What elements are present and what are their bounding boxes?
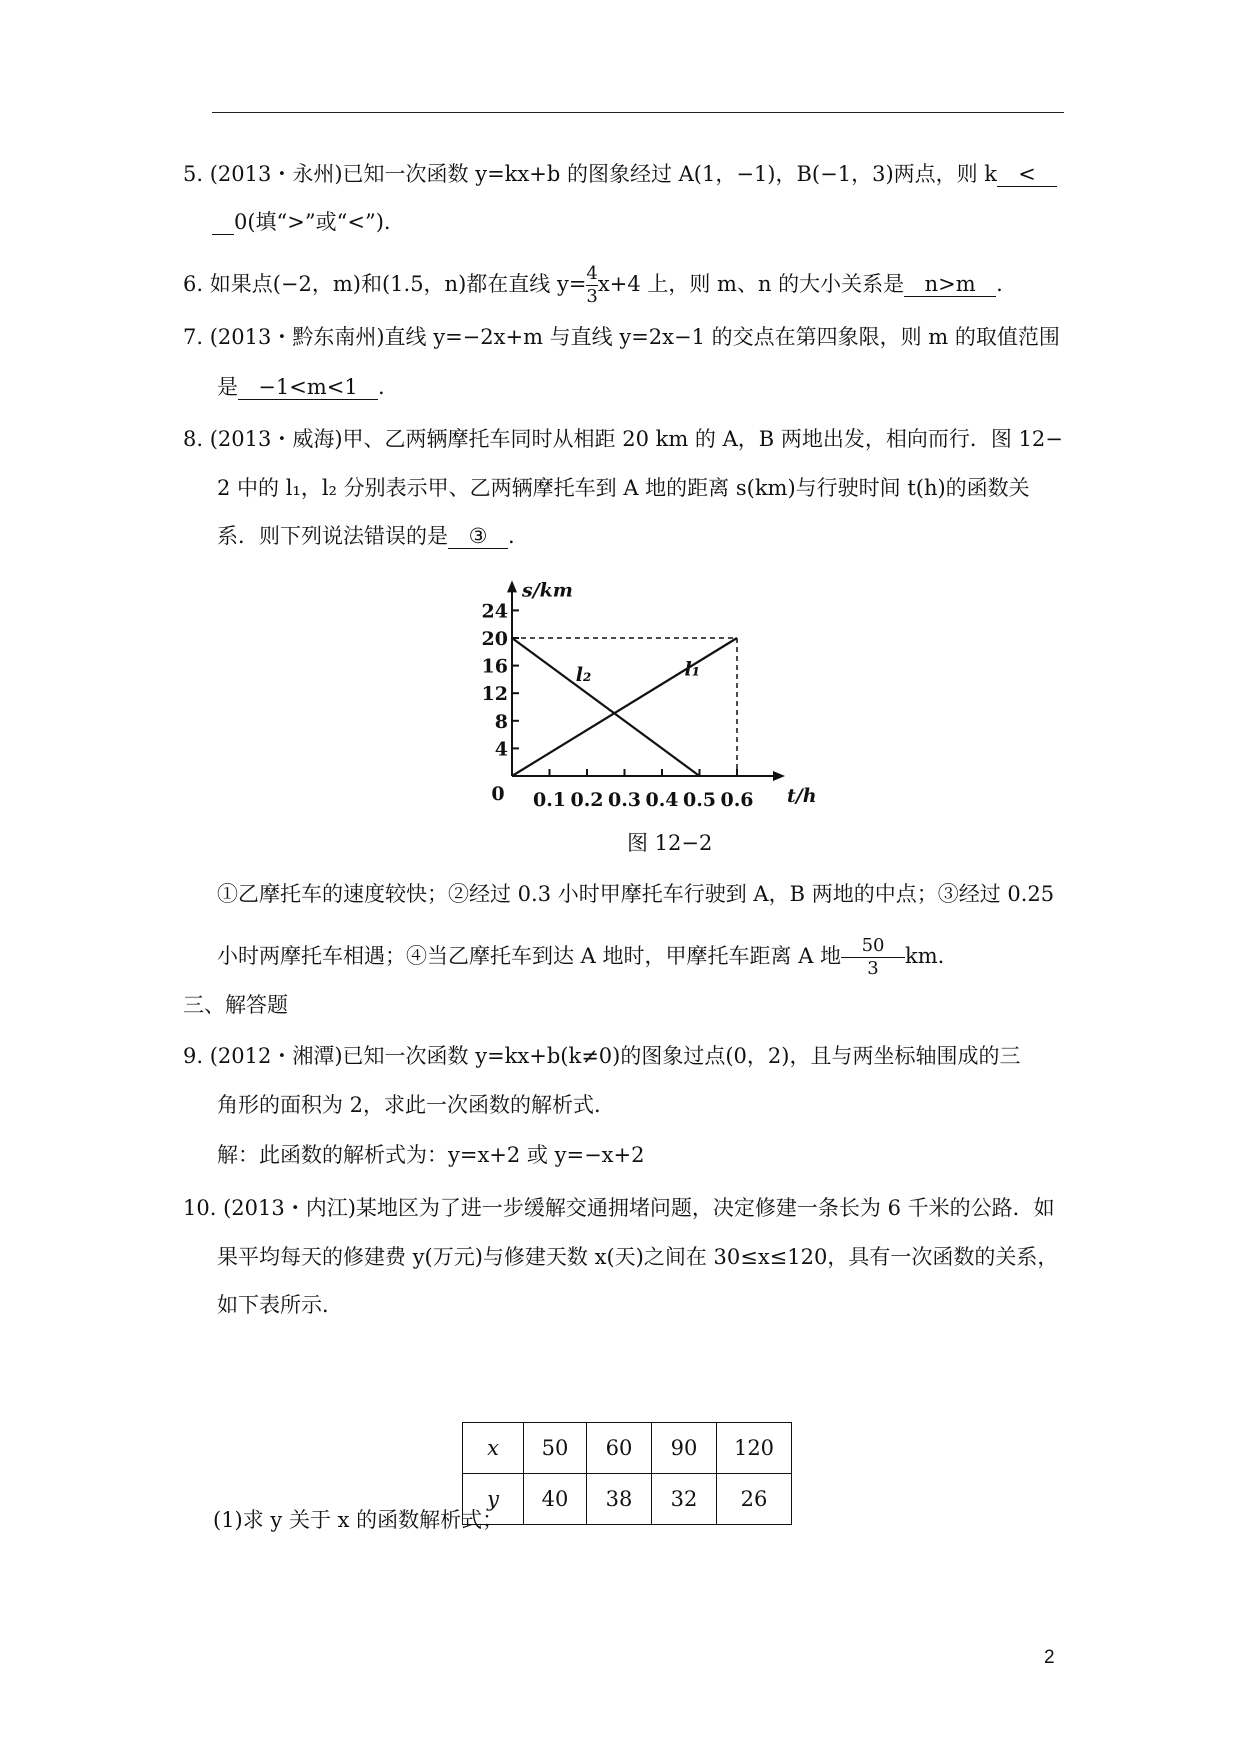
q8-text3b: . [508, 524, 515, 548]
x-axis-arrow [773, 771, 785, 781]
figure-caption: 图 12−2 [627, 831, 713, 855]
q9-line2 [217, 1091, 615, 1119]
q8-text2: 2 中的 l₁，l₂ 分别表示甲、乙两辆摩托车到 A 地的距离 s(km)与行驶时间 t(h)的函数关 [217, 476, 1030, 500]
q5-line2 [212, 208, 391, 236]
q8-fraction [841, 935, 905, 980]
q8-options-text2a: 小时两摩托车相遇；④当乙摩托车到达 A 地时，甲摩托车距离 A 地 [217, 944, 842, 968]
x-tick-label: 0.2 [570, 789, 604, 811]
q8-text3a: 系．则下列说法错误的是 [217, 524, 448, 548]
table-cell: 50 [524, 1423, 587, 1474]
x-tick-label: 0.3 [607, 789, 642, 811]
series-label-2: l₂ [575, 663, 592, 686]
q8-answer: ③ [448, 524, 508, 549]
series-line-2 [512, 638, 700, 776]
series-line-1 [512, 638, 737, 776]
y-tick-label: 24 [481, 600, 508, 623]
q6-frac-den: 3 [586, 286, 598, 307]
q7-text2a: 是 [217, 375, 238, 399]
y-tick-label: 8 [494, 710, 508, 733]
table-row [463, 1474, 792, 1525]
q7-line1 [183, 323, 1060, 351]
q8-options-text2b: km. [905, 944, 945, 968]
y-axis-label: s/km [522, 579, 573, 602]
table-cell: 120 [717, 1423, 792, 1474]
q6-line [183, 263, 1003, 308]
q10-sub1: (1)求 y 关于 x 的函数解析式； [213, 1508, 504, 1532]
q7-text: 7. (2013・黔东南州)直线 y=−2x+m 与直线 y=2x−1 的交点在第四象限，则 m 的取值范围 [183, 325, 1060, 349]
table-cell: 40 [524, 1474, 587, 1525]
q8-options-line1 [217, 880, 1054, 908]
q8-options-text1: ①乙摩托车的速度较快；②经过 0.3 小时甲摩托车行驶到 A，B 两地的中点；③经过 0.25 [217, 882, 1055, 906]
table-cell: 32 [652, 1474, 717, 1525]
table-cell: 38 [587, 1474, 652, 1525]
page-number: 2 [1044, 1647, 1055, 1668]
q8-frac-num: 50 [861, 935, 885, 956]
x-axis-label: t/h [787, 785, 817, 807]
q10-text1: 10. (2013・内江)某地区为了进一步缓解交通拥堵问题，决定修建一条长为 6 千米的公路．如 [183, 1196, 1055, 1220]
q7-text2b: . [378, 375, 385, 399]
q5-answer-tail [212, 210, 234, 235]
y-tick-label: 4 [494, 738, 508, 761]
table-cell: 26 [717, 1474, 792, 1525]
data-table [462, 1422, 792, 1525]
q10-sub1-line [213, 1506, 503, 1534]
q10-line1 [183, 1194, 1055, 1222]
table-cell: 90 [652, 1423, 717, 1474]
q8-text1: 8. (2013・威海)甲、乙两辆摩托车同时从相距 20 km 的 A，B 两地出发，相向而行．图 12− [183, 427, 1063, 451]
q8-line1 [183, 425, 1063, 453]
q8-line2 [217, 474, 1030, 502]
q5-text2: 0(填“>”或“<”). [234, 210, 391, 234]
q5-text: 5. (2013・永州)已知一次函数 y=kx+b 的图象经过 A(1，−1)，B(−1，3)两点，则 k [183, 162, 998, 186]
header-rule [212, 112, 1064, 113]
q6-answer: n>m [904, 272, 996, 297]
y-tick-label: 12 [481, 683, 508, 706]
x-tick-label: 0.5 [682, 789, 717, 811]
q8-frac-den: 3 [867, 958, 879, 979]
table-cell: 60 [587, 1423, 652, 1474]
q6-text-b: x+4 上，则 m、n 的大小关系是 [597, 272, 905, 296]
q9-solution: 解：此函数的解析式为：y=x+2 或 y=−x+2 [217, 1143, 645, 1167]
x-tick-label: 0.6 [720, 789, 754, 811]
q8-options-line2 [217, 935, 944, 980]
x-tick-label: 0.4 [645, 789, 679, 811]
x-tick-label: 0.1 [532, 789, 567, 811]
q9-line1 [183, 1042, 1020, 1070]
q6-text-c: . [996, 272, 1003, 296]
section-title: 三、解答题 [183, 993, 288, 1017]
table-cell: y [463, 1474, 524, 1525]
q10-text2: 果平均每天的修建费 y(万元)与修建天数 x(天)之间在 30≤x≤120，具有一次函数的关系， [217, 1245, 1059, 1269]
q6-fraction [586, 263, 597, 308]
q9-text1: 9. (2012・湘潭)已知一次函数 y=kx+b(k≠0)的图象过点(0，2)，且与两坐标轴围成的三 [183, 1044, 1021, 1068]
q5-line1 [183, 160, 1057, 188]
q9-line3 [217, 1141, 644, 1169]
y-tick-label: 16 [481, 655, 508, 678]
q10-line3 [217, 1291, 343, 1319]
q9-text2: 角形的面积为 2，求此一次函数的解析式． [217, 1093, 616, 1117]
q5-answer: < [997, 162, 1057, 187]
q6-frac-num: 4 [586, 263, 598, 284]
q8-fraction-answer [841, 935, 905, 980]
origin-label: 0 [491, 783, 505, 805]
q10-text3: 如下表所示． [217, 1293, 343, 1317]
table-cell: x [463, 1423, 524, 1474]
series-label-1: l₁ [684, 658, 701, 681]
y-axis-arrow [507, 580, 517, 592]
q10-line2 [217, 1243, 1058, 1271]
q7-line2 [217, 373, 385, 401]
distance-time-chart [470, 568, 817, 811]
q7-answer: −1<m<1 [238, 375, 378, 400]
q6-text-a: 6. 如果点(−2，m)和(1.5，n)都在直线 y= [183, 272, 587, 296]
table-row [463, 1423, 792, 1474]
y-tick-label: 20 [481, 628, 508, 650]
q8-line3 [217, 522, 515, 550]
